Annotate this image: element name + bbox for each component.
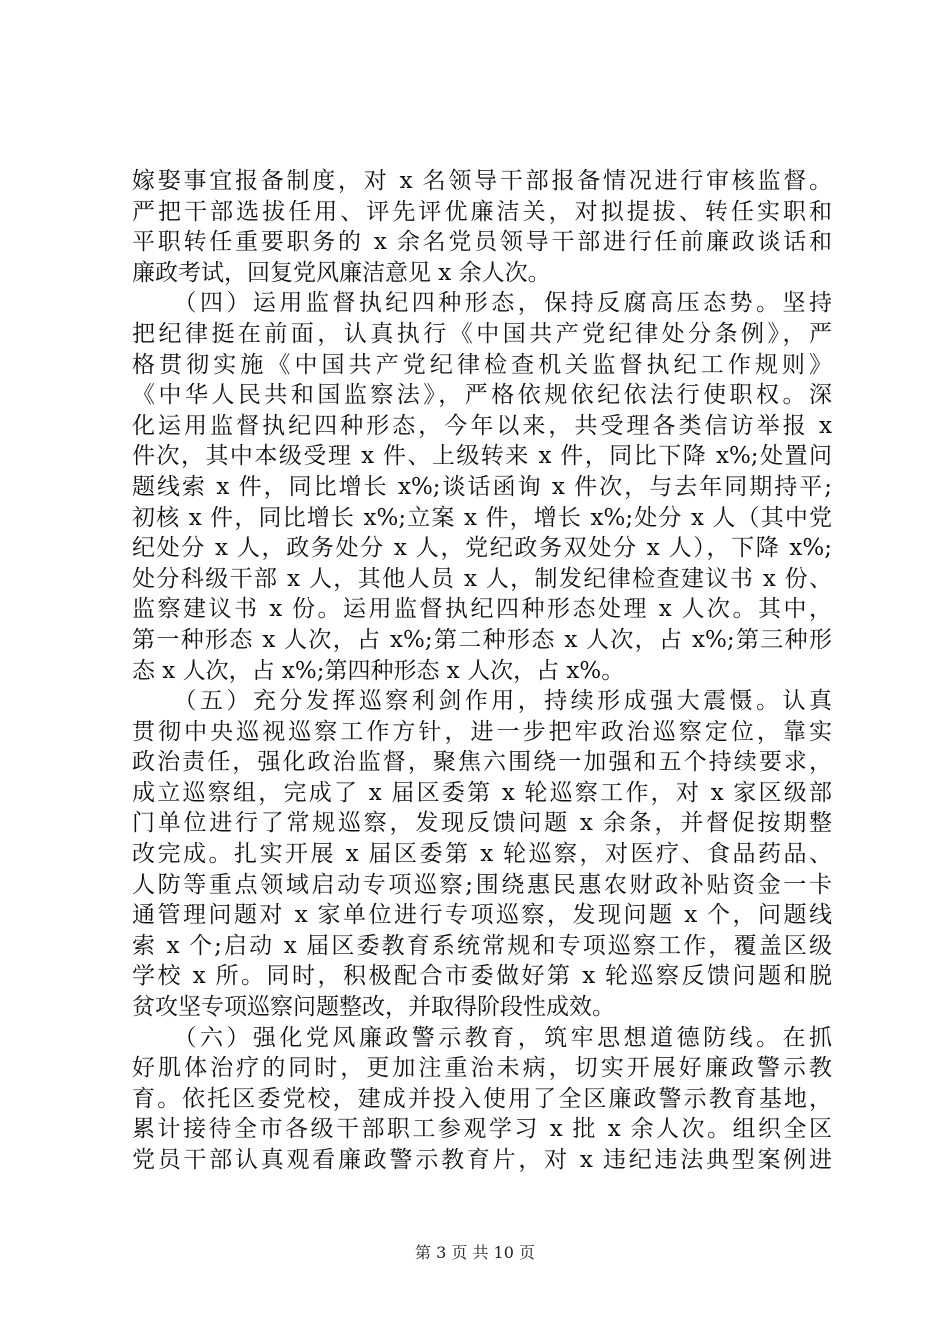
- text-line: 《中华人民共和国监察法》，严格依规依纪依法行使职权。深: [132, 382, 832, 409]
- text-line: 贫攻坚专项巡察问题整改，并取得阶段性成效。: [132, 994, 615, 1021]
- text-line: 育。依托区委党校，建成并投入使用了全区廉政警示教育基地，: [132, 1085, 832, 1112]
- text-line: 成立巡察组，完成了 x 届区委第 x 轮巡察工作，对 x 家区级部: [132, 779, 832, 806]
- text-line: 门单位进行了常规巡察，发现反馈问题 x 余条，并督促按期整: [132, 810, 832, 837]
- text-line: 贯彻中央巡视巡察工作方针，进一步把牢政治巡察定位，靠实: [132, 718, 832, 745]
- text-line: 通管理问题对 x 家单位进行专项巡察，发现问题 x 个，问题线: [132, 902, 832, 929]
- text-line: 党员干部认真观看廉政警示教育片，对 x 违纪违法典型案例进: [132, 1147, 832, 1173]
- text-line: 廉政考试，回复党风廉洁意见 x 余人次。: [132, 259, 551, 286]
- text-line: （六）强化党风廉政警示教育，筑牢思想道德防线。在抓: [132, 1024, 832, 1051]
- text-line: 初核 x 件，同比增长 x%;立案 x 件，增长 x%;处分 x 人（其中党: [132, 504, 832, 531]
- document-body: [132, 166, 832, 1176]
- text-line: 把纪律挺在前面，认真执行《中国共产党纪律处分条例》，严: [132, 320, 832, 347]
- text-line: 第一种形态 x 人次，占 x%;第二种形态 x 人次，占 x%;第三种形: [132, 626, 832, 653]
- text-line: 件次，其中本级受理 x 件、上级转来 x 件，同比下降 x%;处置问: [132, 443, 832, 470]
- text-line: 题线索 x 件，同比增长 x%;谈话函询 x 件次，与去年同期持平;: [132, 473, 832, 500]
- text-line: 嫁娶事宜报备制度，对 x 名领导干部报备情况进行审核监督。: [132, 168, 832, 194]
- text-line: 好肌体治疗的同时，更加注重治未病，切实开展好廉政警示教: [132, 1055, 832, 1082]
- text-line: 处分科级干部 x 人，其他人员 x 人，制发纪律检查建议书 x 份、: [132, 565, 832, 592]
- text-line: 改完成。扎实开展 x 届区委第 x 轮巡察，对医疗、食品药品、: [132, 841, 832, 868]
- text-line: 化运用监督执纪四种形态，今年以来，共受理各类信访举报 x: [132, 412, 832, 439]
- text-line: 学校 x 所。同时，积极配合市委做好第 x 轮巡察反馈问题和脱: [132, 963, 832, 990]
- text-line: （四）运用监督执纪四种形态，保持反腐高压态势。坚持: [132, 290, 832, 317]
- text-line: 政治责任，强化政治监督，聚焦六围绕一加强和五个持续要求，: [132, 749, 832, 776]
- text-line: 人防等重点领域启动专项巡察;围绕惠民惠农财政补贴资金一卡: [132, 871, 832, 898]
- text-line: 累计接待全市各级干部职工参观学习 x 批 x 余人次。组织全区: [132, 1116, 832, 1143]
- text-line: （五）充分发挥巡察利剑作用，持续形成强大震慑。认真: [132, 688, 832, 715]
- text-line: 格贯彻实施《中国共产党纪律检查机关监督执纪工作规则》: [132, 351, 832, 378]
- page-footer: 第 3 页 共 10 页: [415, 1243, 535, 1262]
- text-line: 索 x 个;启动 x 届区委教育系统常规和专项巡察工作，覆盖区级: [132, 932, 832, 959]
- text-line: 监察建议书 x 份。运用监督执纪四种形态处理 x 人次。其中，: [132, 596, 832, 623]
- text-line: 纪处分 x 人，政务处分 x 人，党纪政务双处分 x 人），下降 x%;: [132, 535, 832, 562]
- text-line: 态 x 人次，占 x%;第四种形态 x 人次，占 x%。: [132, 657, 625, 684]
- text-line: 严把干部选拔任用、评先评优廉洁关，对拟提拔、转任实职和: [132, 198, 832, 225]
- text-line: 平职转任重要职务的 x 余名党员领导干部进行任前廉政谈话和: [132, 229, 832, 256]
